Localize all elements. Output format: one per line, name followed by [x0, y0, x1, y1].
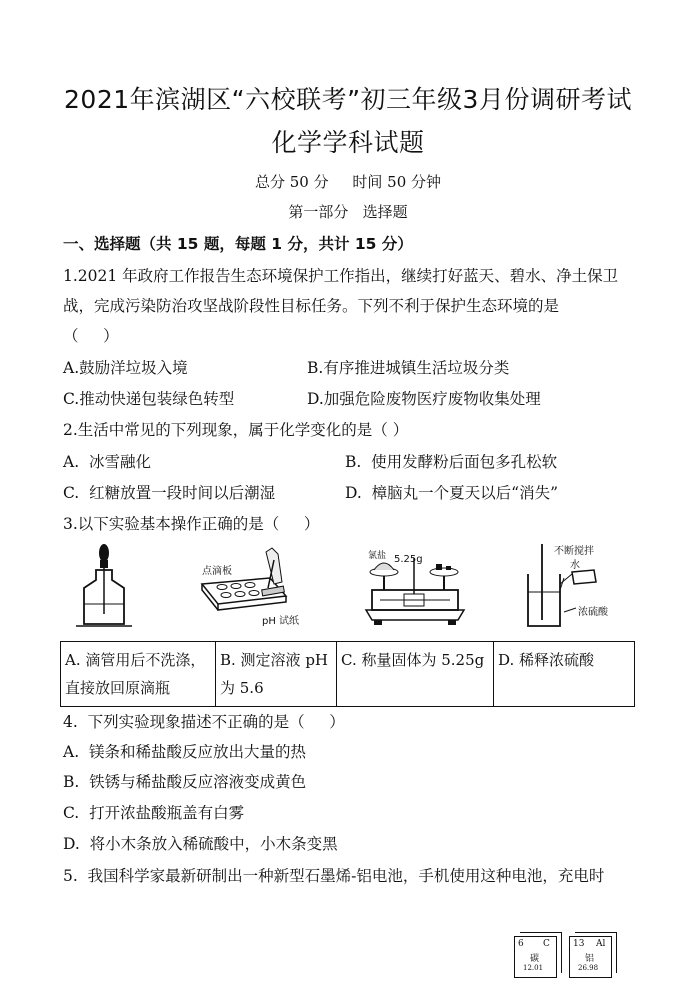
q4-stem: 4. 下列实验现象描述不正确的是（ ）: [63, 713, 345, 731]
water-label: 水: [570, 560, 580, 571]
q2-option-a: A. 冰雪融化: [63, 453, 151, 471]
q5-stem: 5. 我国科学家最新研制出一种新型石墨烯-铝电池，手机使用这种电池，充电时: [63, 867, 605, 885]
element-card-aluminum: [569, 936, 612, 978]
q3-option-b: B. 测定溶液 pH 为 5.6: [216, 642, 337, 707]
stir-label: 不断搅拌: [554, 546, 594, 557]
q1-line2: 战，完成污染防治攻坚战阶段性目标任务。下列不利于保护生态环境的是: [63, 297, 560, 315]
element-number: 13: [573, 939, 585, 949]
dropper-bottle-illustration: [76, 542, 132, 628]
q1-option-b: B.有序推进城镇生活垃圾分类: [307, 359, 510, 377]
q1-line1: 1.2021 年政府工作报告生态环境保护工作指出，继续打好蓝天、碧水、净土保卫: [63, 267, 619, 285]
spot-plate-label: 点滴板: [202, 566, 232, 577]
q4-option-c: C. 打开浓盐酸瓶盖有白雾: [63, 804, 245, 822]
q2-stem: 2.生活中常见的下列现象，属于化学变化的是（ ）: [63, 421, 409, 439]
q1-option-d: D.加强危险废物医疗废物收集处理: [307, 390, 541, 408]
section-heading: 一、选择题（共 15 题，每题 1 分，共计 15 分）: [63, 235, 413, 253]
element-name: 碳: [530, 954, 540, 964]
q2-option-d: D. 樟脑丸一个夏天以后“消失”: [345, 484, 559, 502]
acid-label: 浓硫酸: [578, 607, 608, 618]
element-mass: 12.01: [523, 964, 544, 972]
q3-option-d: D. 稀释浓硫酸: [494, 642, 635, 707]
q1-option-a: A.鼓励洋垃圾入境: [63, 359, 188, 377]
element-card-carbon: [514, 936, 557, 978]
exam-info: 总分 50 分 时间 50 分钟: [254, 173, 442, 191]
q4-option-b: B. 铁锈与稀盐酸反应溶液变成黄色: [63, 773, 307, 791]
q4-option-d: D. 将小木条放入稀硫酸中，小木条变黑: [63, 835, 338, 853]
q2-option-c: C. 红糖放置一段时间以后潮湿: [63, 484, 276, 502]
q2-option-b: B. 使用发酵粉后面包多孔松软: [345, 453, 558, 471]
element-name: 铝: [585, 954, 595, 964]
mass-label: 5.25g: [394, 554, 423, 565]
q1-option-c: C.推动快递包装绿色转型: [63, 390, 235, 408]
exam-subtitle: 化学学科试题: [271, 128, 425, 157]
ph-paper-label: pH 试纸: [262, 616, 300, 627]
salt-label: 氯盐: [368, 551, 387, 561]
element-number: 6: [518, 939, 524, 949]
q3-option-a: A. 滴管用后不洗涤，直接放回原滴瓶: [61, 642, 216, 707]
q4-option-a: A. 镁条和稀盐酸反应放出大量的热: [63, 743, 306, 761]
q3-option-c: C. 称量固体为 5.25g: [337, 642, 494, 707]
element-symbol: Al: [596, 939, 606, 949]
q3-options-table: [60, 641, 635, 707]
part-heading: 第一部分 选择题: [288, 203, 408, 221]
q1-line3: （ ）: [63, 327, 119, 345]
q3-stem: 3.以下实验基本操作正确的是（ ）: [63, 515, 320, 533]
element-mass: 26.98: [578, 964, 599, 972]
element-symbol: C: [543, 939, 550, 949]
exam-title: 2021年滨湖区“六校联考”初三年级3月份调研考试: [64, 85, 632, 114]
